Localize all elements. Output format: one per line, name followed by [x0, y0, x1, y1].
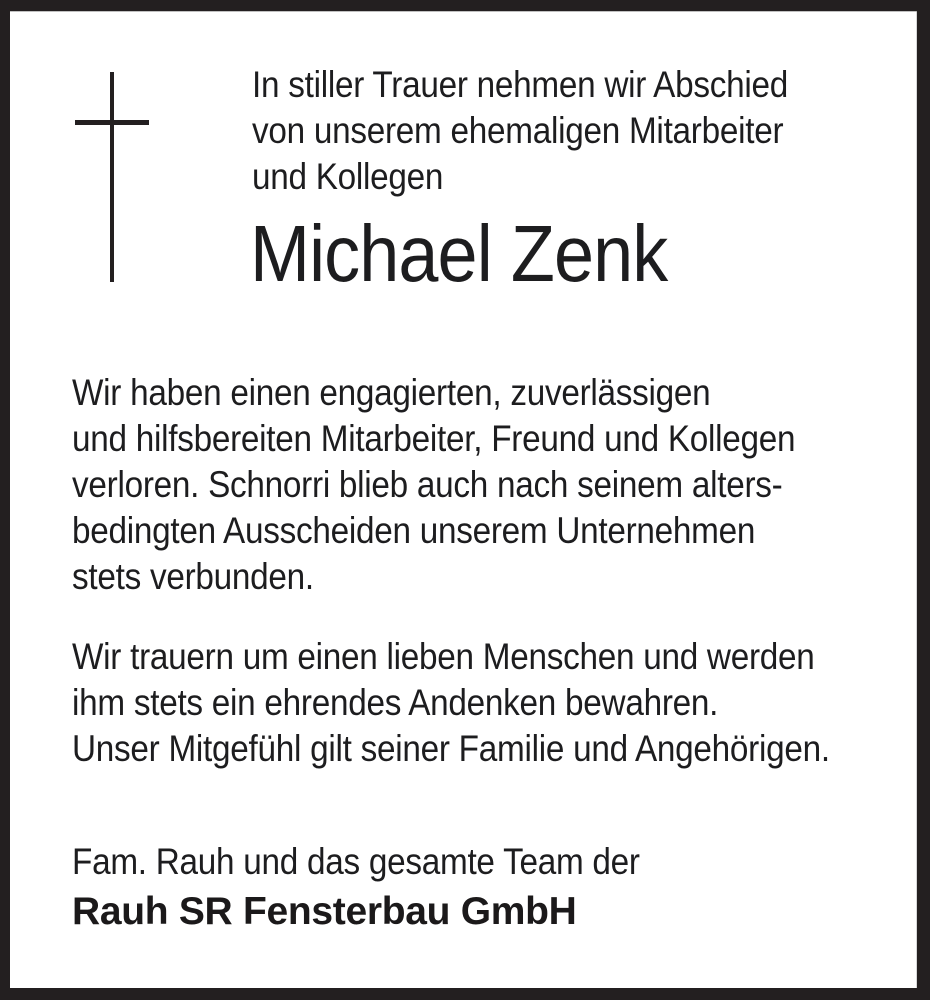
- cross-icon-horizontal-bar: [75, 120, 149, 125]
- intro-line: von unserem ehemaligen Mitarbeiter: [252, 110, 784, 151]
- intro-line: und Kollegen: [252, 156, 444, 197]
- deceased-name: Michael Zenk: [250, 209, 668, 298]
- mourning-paragraph: [72, 634, 830, 772]
- mourning-line: ihm stets ein ehrendes Andenken bewahren.: [72, 682, 719, 723]
- mourning-line: Unser Mitgefühl gilt seiner Familie und Angehörigen.: [72, 728, 830, 769]
- tribute-line: bedingten Ausscheiden unserem Unternehmen: [72, 510, 756, 551]
- closing-line: Fam. Rauh und das gesamte Team der: [72, 841, 640, 882]
- tribute-line: verloren. Schnorri blieb auch nach seinem alters-: [72, 464, 783, 505]
- intro-line: In stiller Trauer nehmen wir Abschied: [252, 64, 789, 105]
- mourning-line: Wir trauern um einen lieben Menschen und werden: [72, 636, 815, 677]
- tribute-line: stets verbunden.: [72, 556, 314, 597]
- tribute-line: und hilfsbereiten Mitarbeiter, Freund und Kollegen: [72, 418, 796, 459]
- tribute-line: Wir haben einen engagierten, zuverlässigen: [72, 372, 711, 413]
- cross-icon-vertical-bar: [110, 72, 114, 282]
- tribute-paragraph: [72, 370, 795, 600]
- intro-text: [252, 62, 788, 200]
- company-name: Rauh SR Fensterbau GmbH: [72, 890, 577, 933]
